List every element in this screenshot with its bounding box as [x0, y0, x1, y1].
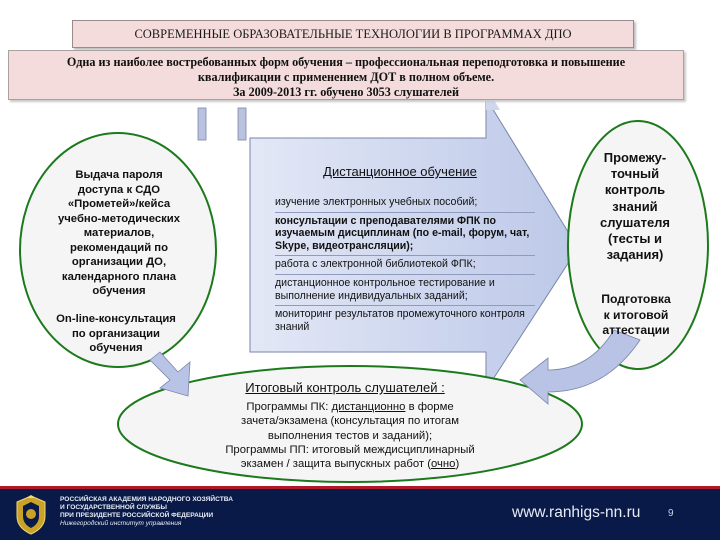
org-line: ПРИ ПРЕЗИДЕНТЕ РОССИЙСКОЙ ФЕДЕРАЦИИ: [60, 512, 214, 520]
connector-bar-2: [238, 108, 246, 140]
left-line: материалов,: [83, 227, 155, 239]
final-line-1: [180, 400, 520, 414]
left-oval-block-2: [36, 312, 196, 356]
right-line: Подготовка: [601, 292, 671, 306]
left-line: доступа к СДО: [77, 183, 161, 196]
org-line: И ГОСУДАРСТВЕННОЙ СЛУЖБЫ: [60, 504, 167, 512]
right-line: знаний: [612, 198, 658, 214]
right-line: задания): [606, 247, 664, 263]
left-line: организации ДО,: [71, 256, 167, 268]
center-item: консультации с преподавателями ФПК по изучаемым дисциплинам (по e-mail, форум, чат, Skype, видеотрансляции);: [275, 212, 535, 256]
center-item: мониторинг результатов промежуточного контроля знаний: [275, 305, 535, 336]
final-line-4: Программы ПП: итоговый междисциплинарный: [225, 443, 475, 456]
final-text-underlined: дистанционно: [331, 401, 406, 413]
org-line: РОССИЙСКАЯ АКАДЕМИЯ НАРОДНОГО ХОЗЯЙСТВА: [60, 496, 233, 503]
left-line: «Прометей»/кейса: [67, 198, 171, 210]
final-control-body: [180, 400, 520, 471]
connector-bar-1: [198, 108, 206, 140]
website-link[interactable]: www.ranhigs-nn.ru: [512, 504, 641, 521]
right-oval-block-2: [584, 292, 688, 339]
left-line: рекомендаций по: [69, 241, 169, 254]
intro-box: [8, 50, 684, 100]
right-line: (тесты и: [607, 231, 663, 247]
final-line-5: [180, 457, 520, 471]
left-line: On-line-консультация: [56, 313, 176, 325]
intro-line-2: квалификации с применением ДОТ в полном объеме.: [197, 70, 495, 84]
left-line: обучения: [89, 342, 143, 354]
right-oval-block-1: [586, 150, 684, 263]
center-title: Дистанционное обучение: [323, 164, 477, 179]
left-line: календарного плана: [61, 270, 177, 283]
final-text: в форме: [408, 401, 454, 413]
connector-arrow-right: [520, 330, 640, 404]
final-line-3: выполнения тестов и заданий);: [267, 429, 433, 442]
final-control-title: Итоговый контроль слушателей :: [245, 380, 445, 395]
center-item: дистанционное контрольное тестирование и выполнение индивидуальных заданий;: [275, 274, 535, 305]
right-line: Промежу-: [603, 150, 667, 165]
intro-line-3: За 2009-2013 гг. обучено 3053 слушателей: [233, 85, 459, 99]
emblem-icon: [14, 494, 48, 536]
right-line: к итоговой: [603, 307, 669, 322]
final-text: ): [455, 458, 460, 471]
organization-name: [60, 496, 280, 528]
center-item: изучение электронных учебных пособий;: [275, 196, 478, 208]
intro-arrow-tip: [486, 100, 500, 110]
left-line: обучения: [92, 285, 146, 297]
final-line-2: зачета/экзамена (консультация по итогам: [241, 415, 459, 428]
left-line: по организации: [71, 327, 160, 340]
intro-line-1: Одна из наиболее востребованных форм обучения – профессиональная переподготовка и повышение: [66, 55, 626, 69]
final-text: экзамен / защита выпускных работ (: [240, 458, 431, 471]
right-line: точный: [610, 166, 660, 182]
org-line: Нижегородский институт управления: [60, 520, 182, 528]
right-line: аттестации: [602, 323, 670, 337]
center-item: работа с электронной библиотекой ФПК;: [275, 255, 535, 274]
final-text-underlined: очно: [430, 458, 456, 471]
page-number: 9: [668, 508, 674, 519]
right-line: слушателя: [599, 214, 671, 230]
page-title: СОВРЕМЕННЫЕ ОБРАЗОВАТЕЛЬНЫЕ ТЕХНОЛОГИИ В ПРОГРАММАХ ДПО: [72, 20, 634, 48]
final-text: Программы ПК:: [246, 401, 329, 413]
right-line: контроль: [604, 182, 666, 198]
left-oval-block-1: [44, 168, 194, 299]
left-line: Выдача пароля: [75, 169, 163, 181]
center-list: [275, 194, 535, 336]
left-line: учебно-методических: [57, 212, 181, 225]
connector-arrow-left: [150, 352, 190, 396]
